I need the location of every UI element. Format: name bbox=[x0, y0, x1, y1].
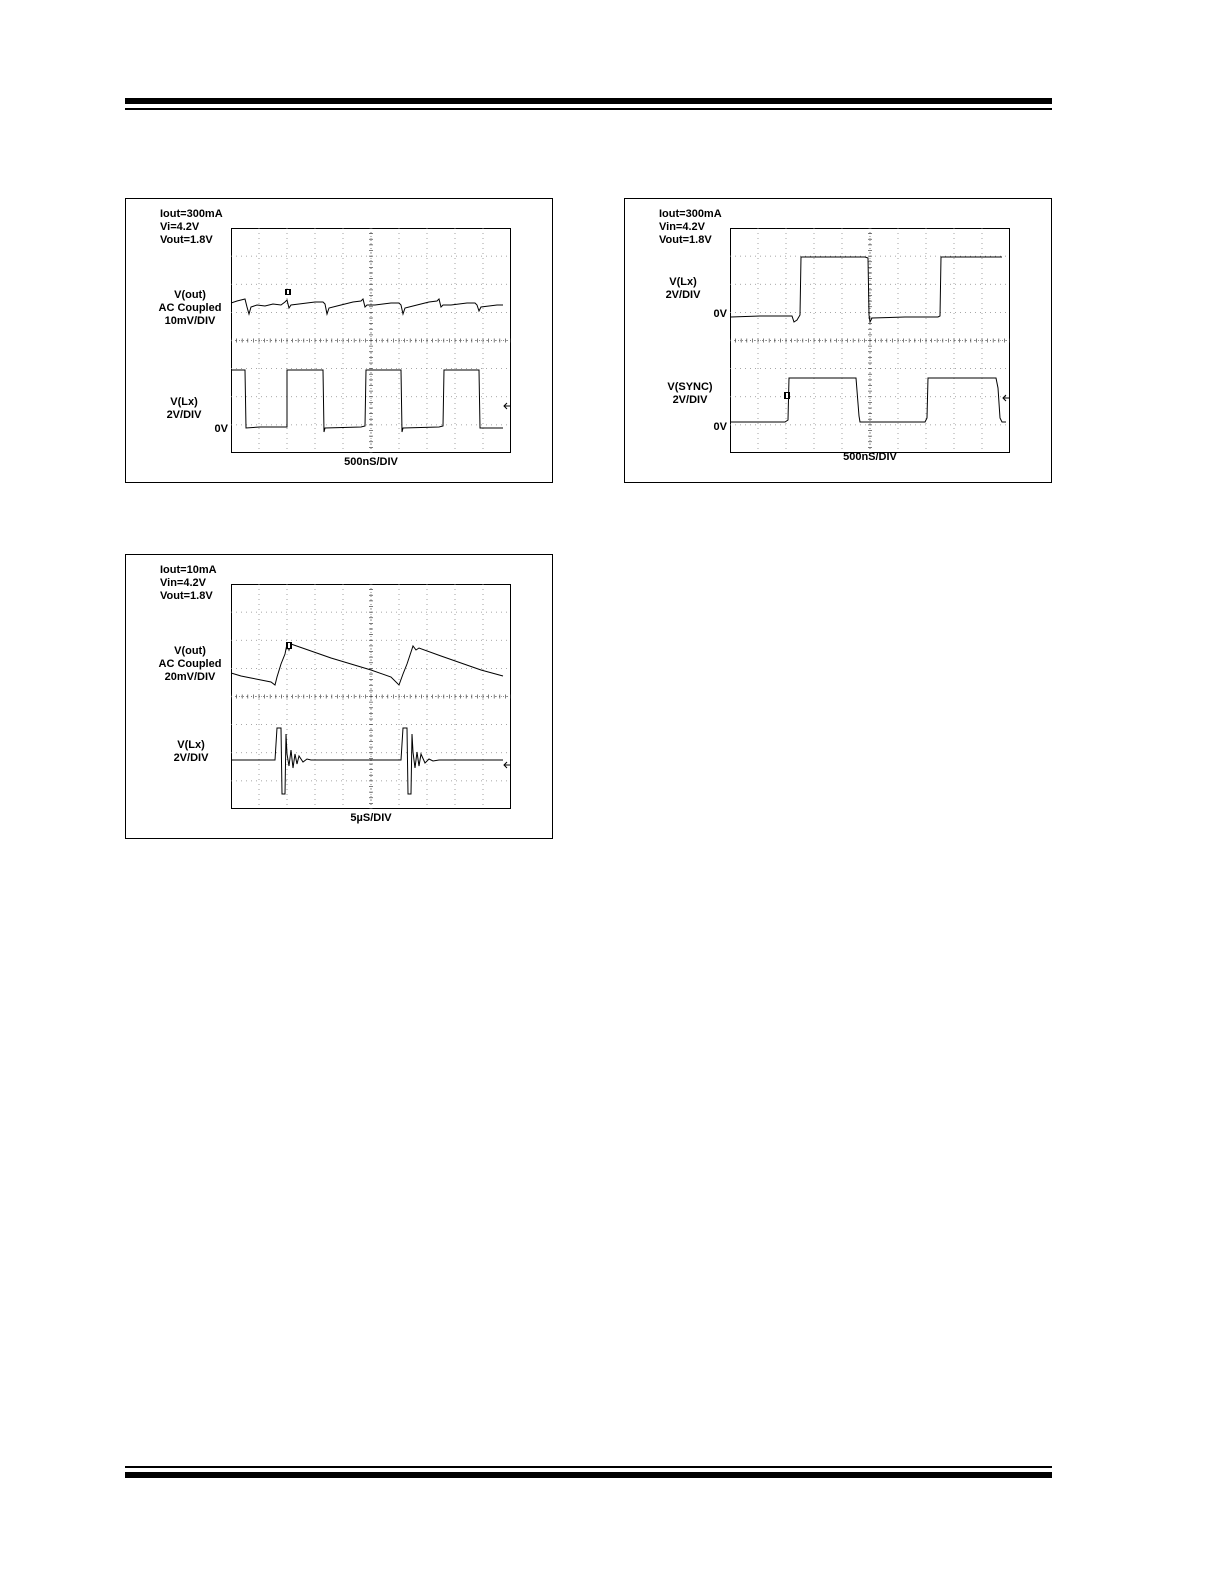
condition-vin: Vi=4.2V bbox=[160, 221, 200, 233]
trigger-marker-icon bbox=[285, 289, 291, 295]
trace-vout bbox=[231, 644, 503, 685]
channel2-scale: 2V/DIV bbox=[166, 409, 202, 421]
trigger-marker-icon bbox=[286, 642, 292, 649]
condition-vout: Vout=1.8V bbox=[160, 590, 213, 602]
trace-vlx bbox=[232, 370, 503, 432]
graticule bbox=[730, 228, 1010, 453]
trace-vlx bbox=[232, 728, 503, 794]
channel1-name: V(out) bbox=[174, 645, 206, 657]
trace-vsync bbox=[731, 378, 1006, 422]
channel1-coupling: AC Coupled bbox=[158, 302, 222, 314]
timebase-label: 5µS/DIV bbox=[350, 812, 392, 824]
condition-vout: Vout=1.8V bbox=[659, 234, 712, 246]
channel1-coupling: AC Coupled bbox=[158, 658, 222, 670]
channel2-name: V(SYNC) bbox=[667, 381, 713, 393]
channel1-zero-label: 0V bbox=[713, 308, 727, 320]
channel1-scale: 20mV/DIV bbox=[164, 671, 216, 683]
timebase-label: 500nS/DIV bbox=[344, 456, 398, 468]
channel2-scale: 2V/DIV bbox=[173, 752, 209, 764]
oscilloscope-screen bbox=[231, 584, 511, 809]
condition-iout: Iout=300mA bbox=[160, 208, 223, 220]
channel1-scale: 2V/DIV bbox=[665, 289, 701, 301]
timebase-label: 500nS/DIV bbox=[843, 451, 897, 463]
trigger-marker-icon bbox=[784, 392, 790, 399]
oscilloscope-screen bbox=[730, 228, 1010, 453]
figure-panel-2 bbox=[624, 198, 1052, 483]
ground-arrow-icon bbox=[1003, 395, 1009, 401]
oscilloscope-screen bbox=[231, 228, 511, 453]
footer-rule-thin bbox=[125, 1466, 1052, 1468]
channel2-zero-label: 0V bbox=[713, 421, 727, 433]
header-rule-thick bbox=[125, 98, 1052, 104]
ground-arrow-icon bbox=[504, 403, 510, 409]
channel1-scale: 10mV/DIV bbox=[164, 315, 216, 327]
graticule bbox=[231, 228, 511, 453]
condition-iout: Iout=300mA bbox=[659, 208, 722, 220]
condition-iout: Iout=10mA bbox=[160, 564, 217, 576]
figure-panel-1 bbox=[125, 198, 553, 483]
condition-vin: Vin=4.2V bbox=[659, 221, 705, 233]
graticule bbox=[231, 584, 511, 809]
condition-vout: Vout=1.8V bbox=[160, 234, 213, 246]
footer-rule-thick bbox=[125, 1472, 1052, 1478]
trace-vlx bbox=[731, 257, 1002, 322]
channel2-scale: 2V/DIV bbox=[672, 394, 708, 406]
channel1-name: V(out) bbox=[174, 289, 206, 301]
channel2-name: V(Lx) bbox=[170, 396, 198, 408]
trace-vout bbox=[231, 299, 503, 314]
header-rule-thin bbox=[125, 108, 1052, 110]
figure-panel-3 bbox=[125, 554, 553, 839]
channel2-zero-label: 0V bbox=[214, 423, 228, 435]
channel1-name: V(Lx) bbox=[669, 276, 697, 288]
channel2-name: V(Lx) bbox=[177, 739, 205, 751]
ground-arrow-icon bbox=[504, 762, 510, 768]
condition-vin: Vin=4.2V bbox=[160, 577, 206, 589]
